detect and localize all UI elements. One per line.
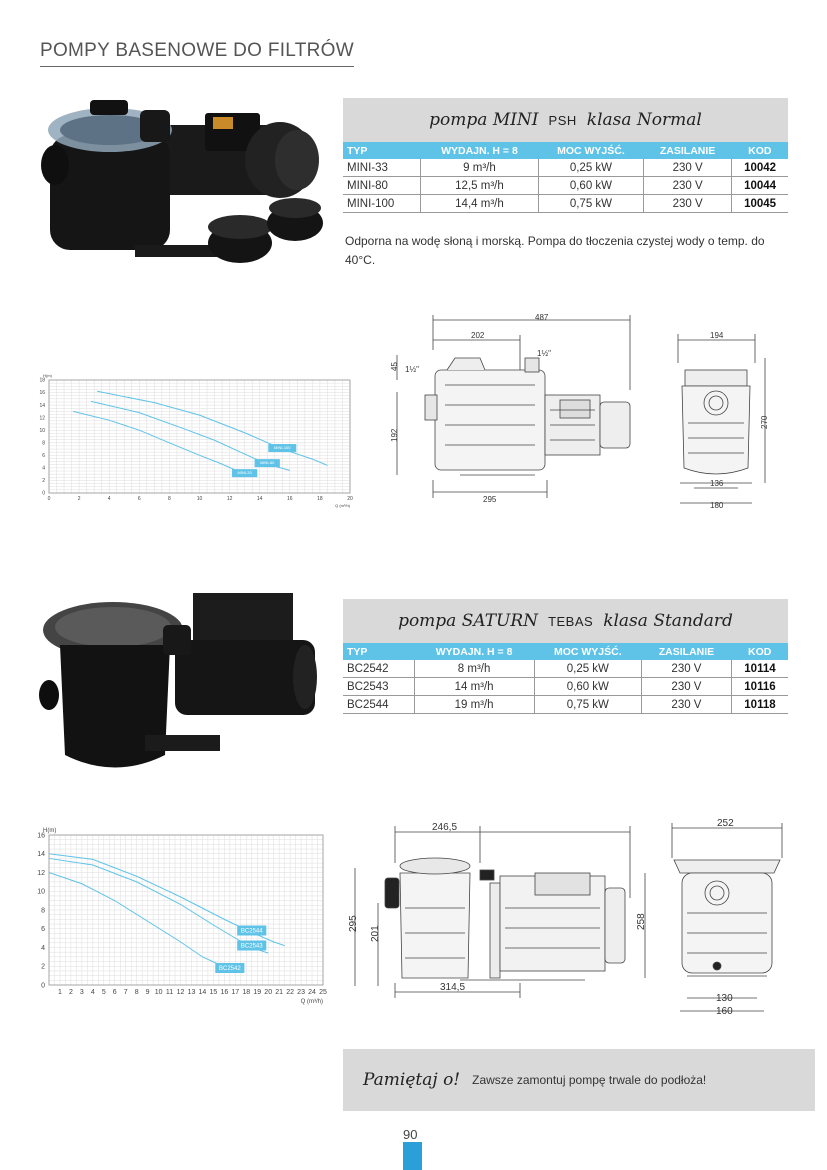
col-flow: WYDAJN. H = 8 bbox=[421, 142, 539, 159]
y-tick-label: 2 bbox=[42, 478, 45, 485]
saturn-spec-table bbox=[343, 599, 788, 714]
x-tick-label: 20 bbox=[347, 496, 353, 502]
x-tick-label: 2 bbox=[77, 496, 81, 502]
series-label: BC2542 bbox=[218, 966, 241, 972]
mini-table-title bbox=[343, 98, 788, 142]
saturn-title-post: klasa Standard bbox=[603, 611, 733, 631]
dim-295-saturn: 295 bbox=[348, 915, 359, 932]
cell-flow: 19 m³/h bbox=[414, 696, 534, 714]
saturn-title-pre: pompa SATURN bbox=[398, 611, 539, 631]
mini-spec-table bbox=[343, 98, 788, 213]
x-tick-label: 6 bbox=[112, 989, 117, 996]
cell-typ: BC2544 bbox=[343, 696, 414, 714]
x-tick-label: 15 bbox=[209, 989, 218, 996]
x-tick-label: 20 bbox=[264, 989, 273, 996]
series-label: BC2544 bbox=[240, 928, 263, 935]
x-tick-label: 8 bbox=[168, 496, 171, 502]
dim-270: 270 bbox=[760, 415, 769, 429]
x-tick-label: 11 bbox=[165, 989, 174, 996]
mini-side-drawing bbox=[385, 310, 650, 510]
mini-title-pre: pompa MINI bbox=[429, 110, 539, 130]
cell-power: 0,75 kW bbox=[534, 696, 641, 714]
y-axis-label: H(m) bbox=[43, 828, 57, 834]
series-line bbox=[49, 873, 230, 971]
cell-power: 0,25 kW bbox=[538, 159, 643, 177]
series-label: MINI-80 bbox=[260, 460, 275, 466]
y-tick-label: 0 bbox=[41, 982, 45, 990]
cell-supply: 230 V bbox=[644, 177, 732, 195]
cell-code: 10042 bbox=[732, 159, 788, 177]
y-tick-label: 14 bbox=[37, 851, 45, 859]
col-typ: TYP bbox=[343, 643, 414, 660]
x-tick-label: 2 bbox=[68, 989, 73, 996]
x-tick-label: 13 bbox=[187, 989, 196, 996]
series-label: BC2543 bbox=[240, 943, 263, 950]
x-axis-label: Q (m³/h) bbox=[335, 503, 350, 508]
x-tick-label: 9 bbox=[145, 989, 150, 996]
cell-power: 0,75 kW bbox=[538, 195, 643, 213]
reminder-text: Zawsze zamontuj pompę trwale do podłoża! bbox=[472, 1073, 707, 1087]
x-tick-label: 25 bbox=[319, 989, 327, 996]
table-row bbox=[343, 177, 788, 195]
x-tick-label: 10 bbox=[196, 496, 203, 502]
saturn-table-title bbox=[343, 599, 788, 643]
x-tick-label: 14 bbox=[256, 496, 263, 502]
mini-front-drawing bbox=[660, 328, 770, 513]
x-tick-label: 16 bbox=[287, 496, 293, 502]
cell-code: 10045 bbox=[732, 195, 788, 213]
saturn-brand: TEBAS bbox=[548, 613, 594, 629]
x-tick-label: 14 bbox=[198, 989, 207, 996]
x-tick-label: 18 bbox=[317, 496, 323, 502]
col-code: KOD bbox=[731, 643, 788, 660]
dim-202: 202 bbox=[471, 331, 485, 340]
x-tick-label: 6 bbox=[137, 496, 141, 502]
x-tick-label: 21 bbox=[275, 989, 284, 996]
x-tick-label: 4 bbox=[107, 496, 111, 502]
dim-194: 194 bbox=[710, 331, 724, 340]
cell-typ: MINI-100 bbox=[343, 195, 421, 213]
y-tick-label: 18 bbox=[39, 377, 45, 384]
mini-performance-chart bbox=[35, 368, 360, 513]
x-tick-label: 5 bbox=[101, 989, 106, 996]
cell-flow: 14 m³/h bbox=[414, 678, 534, 696]
y-tick-label: 0 bbox=[42, 490, 45, 497]
page-number: 90 bbox=[403, 1127, 418, 1142]
x-tick-label: 7 bbox=[123, 989, 128, 996]
series-label: MINI-33 bbox=[237, 470, 252, 476]
table-row bbox=[343, 678, 788, 696]
y-tick-label: 6 bbox=[41, 926, 45, 934]
x-axis-label: Q (m³/h) bbox=[300, 999, 323, 1005]
cell-supply: 230 V bbox=[641, 660, 731, 678]
reminder-title: Pamiętaj o! bbox=[363, 1070, 461, 1090]
y-tick-label: 10 bbox=[39, 427, 45, 434]
cell-code: 10044 bbox=[732, 177, 788, 195]
y-axis-label: H(m) bbox=[43, 373, 52, 378]
y-tick-label: 14 bbox=[39, 402, 45, 409]
page-title: POMPY BASENOWE DO FILTRÓW bbox=[40, 40, 354, 67]
x-tick-label: 23 bbox=[297, 989, 305, 996]
y-tick-label: 12 bbox=[37, 869, 45, 877]
y-tick-label: 8 bbox=[41, 907, 45, 915]
y-tick-label: 8 bbox=[42, 440, 45, 447]
x-tick-label: 12 bbox=[226, 496, 233, 502]
dim-1half-b: 1½" bbox=[537, 349, 551, 358]
x-tick-label: 3 bbox=[79, 989, 84, 996]
dim-192: 192 bbox=[390, 428, 399, 442]
series-label: MINI-100 bbox=[274, 445, 291, 451]
y-tick-label: 16 bbox=[37, 832, 45, 840]
cell-power: 0,60 kW bbox=[538, 177, 643, 195]
y-tick-label: 4 bbox=[42, 465, 45, 472]
cell-power: 0,25 kW bbox=[534, 660, 641, 678]
cell-supply: 230 V bbox=[641, 678, 731, 696]
cell-typ: BC2543 bbox=[343, 678, 414, 696]
col-power: MOC WYJŚĆ. bbox=[538, 142, 643, 159]
col-typ: TYP bbox=[343, 142, 421, 159]
col-supply: ZASILANIE bbox=[641, 643, 731, 660]
cell-typ: BC2542 bbox=[343, 660, 414, 678]
cell-flow: 14,4 m³/h bbox=[421, 195, 539, 213]
dim-258: 258 bbox=[636, 913, 647, 930]
mini-title-post: klasa Normal bbox=[586, 110, 702, 130]
x-tick-label: 0 bbox=[47, 496, 51, 502]
table-row bbox=[343, 696, 788, 714]
dim-180: 180 bbox=[710, 501, 724, 510]
y-tick-label: 16 bbox=[39, 390, 45, 397]
table-row bbox=[343, 159, 788, 177]
cell-flow: 8 m³/h bbox=[414, 660, 534, 678]
cell-code: 10114 bbox=[731, 660, 788, 678]
saturn-performance-chart bbox=[35, 820, 335, 1010]
dim-252: 252 bbox=[717, 818, 734, 829]
x-tick-label: 10 bbox=[154, 989, 163, 996]
cell-flow: 12,5 m³/h bbox=[421, 177, 539, 195]
cell-code: 10116 bbox=[731, 678, 788, 696]
y-tick-label: 2 bbox=[41, 963, 45, 971]
reminder-box bbox=[343, 1049, 815, 1111]
x-tick-label: 16 bbox=[220, 989, 229, 996]
mini-description: Odporna na wodę słoną i morską. Pompa do tłoczenia czystej wody o temp. do 40°C. bbox=[345, 234, 765, 267]
cell-typ: MINI-80 bbox=[343, 177, 421, 195]
dim-314: 314,5 bbox=[440, 982, 466, 993]
cell-typ: MINI-33 bbox=[343, 159, 421, 177]
y-tick-label: 12 bbox=[39, 415, 45, 422]
table-header-row bbox=[343, 643, 788, 660]
x-tick-label: 12 bbox=[176, 989, 185, 996]
cell-flow: 9 m³/h bbox=[421, 159, 539, 177]
dim-130: 130 bbox=[716, 993, 733, 1004]
cell-supply: 230 V bbox=[644, 159, 732, 177]
cell-power: 0,60 kW bbox=[534, 678, 641, 696]
col-code: KOD bbox=[732, 142, 788, 159]
saturn-front-drawing bbox=[662, 818, 792, 1018]
y-tick-label: 10 bbox=[37, 888, 45, 896]
dim-1half-a: 1½" bbox=[405, 365, 419, 374]
x-tick-label: 24 bbox=[308, 989, 316, 996]
col-power: MOC WYJŚĆ. bbox=[534, 643, 641, 660]
x-tick-label: 18 bbox=[242, 989, 251, 996]
x-tick-label: 19 bbox=[253, 989, 262, 996]
x-tick-label: 4 bbox=[90, 989, 95, 996]
mini-brand: PSH bbox=[548, 112, 577, 128]
dim-295: 295 bbox=[483, 495, 497, 504]
pump-photo-mini bbox=[35, 95, 335, 280]
cell-supply: 230 V bbox=[644, 195, 732, 213]
y-tick-label: 6 bbox=[42, 453, 45, 459]
cell-supply: 230 V bbox=[641, 696, 731, 714]
x-tick-label: 8 bbox=[134, 989, 139, 996]
dim-246: 246,5 bbox=[432, 822, 458, 833]
x-tick-label: 17 bbox=[231, 989, 240, 996]
dim-487: 487 bbox=[535, 313, 549, 322]
col-supply: ZASILANIE bbox=[644, 142, 732, 159]
table-header-row bbox=[343, 142, 788, 159]
dim-201: 201 bbox=[370, 925, 381, 942]
y-tick-label: 4 bbox=[41, 944, 45, 952]
dim-160: 160 bbox=[716, 1006, 733, 1017]
cell-code: 10118 bbox=[731, 696, 788, 714]
x-tick-label: 22 bbox=[286, 989, 295, 996]
table-row bbox=[343, 195, 788, 213]
table-row bbox=[343, 660, 788, 678]
x-tick-label: 1 bbox=[58, 989, 62, 996]
dim-45: 45 bbox=[390, 362, 399, 371]
col-flow: WYDAJN. H = 8 bbox=[414, 643, 534, 660]
saturn-side-drawing bbox=[340, 818, 650, 998]
pump-photo-saturn bbox=[35, 585, 320, 780]
page-bar bbox=[403, 1142, 422, 1170]
dim-136: 136 bbox=[710, 479, 724, 488]
